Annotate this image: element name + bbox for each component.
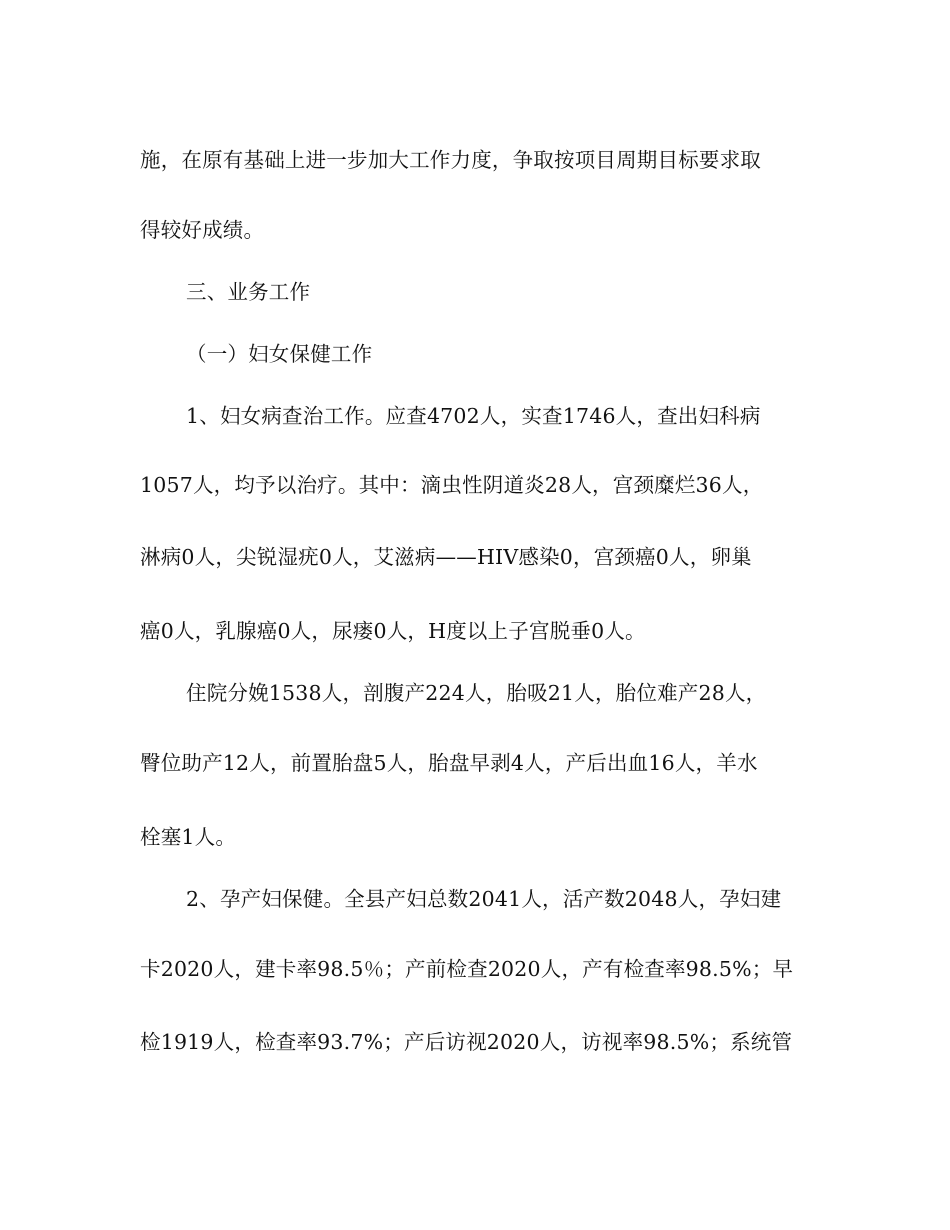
paragraph-line: 卡2020人，建卡率98.5％；产前检查2020人，产有检查率98.5%；早	[140, 957, 794, 981]
paragraph-line: 得较好成绩。	[140, 218, 265, 242]
section-heading: 三、业务工作	[186, 280, 311, 304]
paragraph-line: 淋病0人，尖锐湿疣0人，艾滋病——HIV感染0，宫颈癌0人，卵巢	[140, 545, 752, 569]
paragraph-line: 臀位助产12人，前置胎盘5人，胎盘早剥4人，产后出血16人，羊水	[140, 751, 758, 775]
paragraph-line: 施，在原有基础上进一步加大工作力度，争取按项目周期目标要求取	[140, 148, 761, 172]
paragraph-line: 2、孕产妇保健。全县产妇总数2041人，活产数2048人，孕妇建	[186, 887, 782, 911]
paragraph-line: 检1919人，检查率93.7%；产后访视2020人，访视率98.5%；系统管	[140, 1030, 793, 1054]
paragraph-line: 1、妇女病查治工作。应查4702人，实查1746人，查出妇科病	[186, 404, 761, 428]
paragraph-line: 1057人，均予以治疗。其中：滴虫性阴道炎28人，宫颈糜烂36人，	[140, 473, 764, 497]
paragraph-line: 住院分娩1538人，剖腹产224人，胎吸21人，胎位难产28人，	[186, 681, 767, 705]
paragraph-line: 栓塞1人。	[140, 825, 237, 849]
subsection-heading: （一）妇女保健工作	[186, 342, 373, 366]
paragraph-line: 癌0人，乳腺癌0人，尿瘘0人，H度以上子宫脱垂0人。	[140, 619, 646, 643]
